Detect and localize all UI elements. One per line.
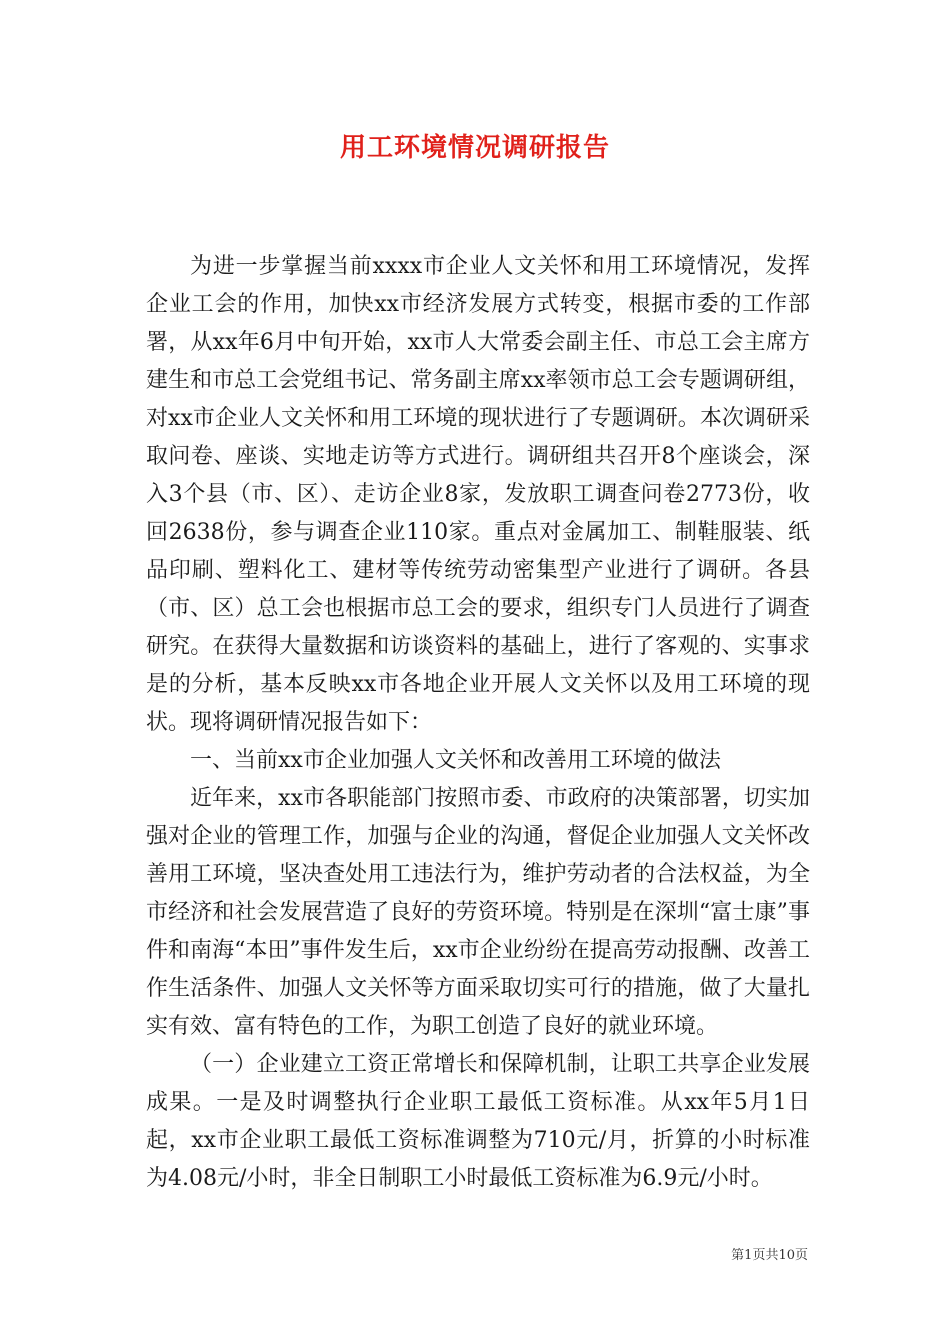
document-body xyxy=(146,248,810,1198)
body-paragraph-intro: 为进一步掌握当前xxxx市企业人文关怀和用工环境情况，发挥企业工会的作用，加快xx市经济发展方式转变，根据市委的工作部署，从xx年6月中旬开始，xx市人大常委会副主任、市总工会主席方建生和市总工会党组书记、常务副主席xx率领市总工会专题调研组，对xx市企业人文关怀和用工环境的现状进行了专题调研。本次调研采取问卷、座谈、实地走访等方式进行。调研组共召开8个座谈会，深入3个县（市、区）、走访企业8家，发放职工调查问卷2773份，收回2638份，参与调查企业110家。重点对金属加工、制鞋服装、纸品印刷、塑料化工、建材等传统劳动密集型产业进行了调研。各县（市、区）总工会也根据市总工会的要求，组织专门人员进行了调查研究。在获得大量数据和访谈资料的基础上，进行了客观的、实事求是的分析，基本反映xx市各地企业开展人文关怀以及用工环境的现状。现将调研情况报告如下： xyxy=(146,254,811,735)
body-paragraph-practices: 近年来，xx市各职能部门按照市委、市政府的决策部署，切实加强对企业的管理工作，加强与企业的沟通，督促企业加强人文关怀改善用工环境，坚决查处用工违法行为，维护劳动者的合法权益，为全市经济和社会发展营造了良好的劳资环境。特别是在深圳“富士康”事件和南海“本田”事件发生后，xx市企业纷纷在提高劳动报酬、改善工作生活条件、加强人文关怀等方面采取切实可行的措施，做了大量扎实有效、富有特色的工作，为职工创造了良好的就业环境。 xyxy=(146,786,810,1039)
section-heading-1: 一、当前xx市企业加强人文关怀和改善用工环境的做法 xyxy=(190,748,721,773)
page-number-footer: 第1页共10页 xyxy=(731,1248,808,1263)
document-title: 用工环境情况调研报告 xyxy=(339,133,610,163)
body-paragraph-wages: （一）企业建立工资正常增长和保障机制，让职工共享企业发展成果。一是及时调整执行企业职工最低工资标准。从xx年5月1日起，xx市企业职工最低工资标准调整为710元/月，折算的小时标准为4.08元/小时，非全日制职工小时最低工资标准为6.9元/小时。 xyxy=(146,1052,810,1191)
